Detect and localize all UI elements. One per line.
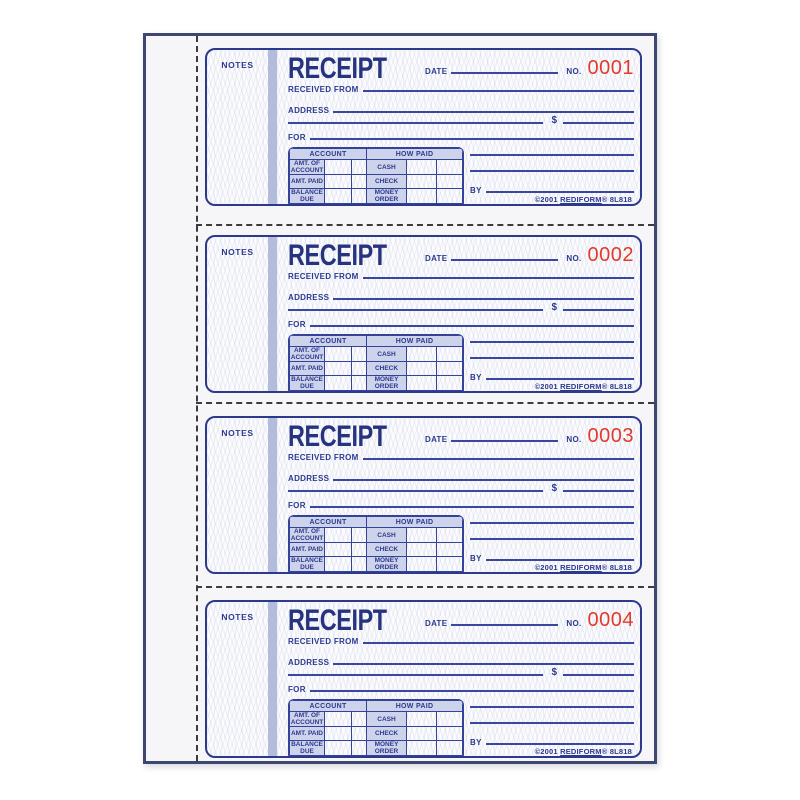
table-row — [290, 741, 463, 756]
form-number: 8L818 — [609, 195, 632, 204]
amount-row — [288, 300, 634, 313]
dollar-sign: $ — [551, 483, 558, 494]
no-label: NO. — [566, 67, 582, 76]
table-blank-cell — [325, 189, 352, 204]
for-row — [288, 681, 634, 694]
received-from-fill-line — [363, 642, 634, 644]
table-blank-cell — [407, 712, 437, 727]
received-from-fill-line — [363, 90, 634, 92]
money-order-label: MONEY ORDER — [367, 189, 407, 204]
amt-paid-label: AMT. PAID — [290, 362, 325, 376]
table-blank-cell — [325, 712, 352, 727]
receipt-card — [205, 235, 642, 393]
for-fill-line — [310, 690, 634, 692]
no-label: NO. — [566, 435, 582, 444]
registered-mark-icon: ® — [601, 195, 608, 204]
receipt-number: 0004 — [587, 609, 634, 631]
table-row — [290, 189, 463, 204]
table-blank-cell — [437, 557, 463, 572]
by-label: BY — [470, 738, 482, 747]
account-header: ACCOUNT — [290, 701, 367, 712]
notes-column — [207, 50, 268, 204]
date-label: DATE — [425, 435, 448, 444]
table-row — [290, 712, 463, 727]
amt-of-account-label: AMT. OF ACCOUNT — [290, 528, 324, 543]
registered-mark-icon: ® — [601, 382, 608, 391]
received-from-label: RECEIVED FROM — [288, 85, 359, 94]
how-paid-header: HOW PAID — [367, 701, 463, 712]
for-row — [288, 129, 634, 142]
account-header: ACCOUNT — [290, 336, 367, 347]
table-row — [290, 528, 463, 543]
received-from-fill-line — [363, 277, 634, 279]
date-fill-line — [451, 72, 558, 74]
payment-table-header-row — [290, 517, 463, 528]
notes-label: NOTES — [221, 612, 254, 622]
table-row — [290, 727, 463, 741]
perforation-line-horizontal — [196, 224, 654, 226]
copyright-year: ©2001 — [534, 382, 558, 391]
date-label: DATE — [425, 619, 448, 628]
table-blank-cell — [325, 160, 352, 175]
check-label: CHECK — [367, 543, 407, 557]
table-blank-cell — [437, 528, 463, 543]
table-blank-cell — [437, 160, 463, 175]
by-row — [470, 734, 634, 747]
by-fill-line — [486, 559, 634, 561]
table-blank-cell — [407, 347, 437, 362]
receipt-number: 0002 — [587, 244, 634, 266]
address-label: ADDRESS — [288, 474, 330, 483]
amount-row — [288, 481, 634, 494]
receipt-number: 0003 — [587, 425, 634, 447]
table-blank-cell — [437, 741, 463, 756]
received-from-label: RECEIVED FROM — [288, 637, 359, 646]
check-label: CHECK — [367, 362, 407, 376]
for-fill-line — [310, 325, 634, 327]
how-paid-header: HOW PAID — [367, 517, 463, 528]
table-blank-cell — [407, 741, 437, 756]
table-blank-cell — [352, 557, 367, 572]
payment-table-header-row — [290, 149, 463, 160]
address-continuation-line — [288, 309, 543, 311]
amt-paid-label: AMT. PAID — [290, 727, 325, 741]
payment-table-header-row — [290, 701, 463, 712]
table-blank-cell — [407, 189, 437, 204]
for-row — [288, 316, 634, 329]
received-from-label: RECEIVED FROM — [288, 453, 359, 462]
date-fill-line — [451, 259, 558, 261]
brand-logo: REDIFORM — [560, 195, 602, 204]
received-from-row — [288, 268, 634, 281]
amount-fill-line — [563, 122, 634, 124]
registered-mark-icon: ® — [601, 563, 608, 572]
notes-column — [207, 418, 268, 572]
received-from-row — [288, 633, 634, 646]
table-blank-cell — [437, 712, 463, 727]
receipt-card — [205, 48, 642, 206]
money-order-label: MONEY ORDER — [367, 557, 407, 572]
received-from-label: RECEIVED FROM — [288, 272, 359, 281]
memo-line — [470, 722, 634, 724]
dollar-sign: $ — [551, 667, 558, 678]
receipt-card — [205, 416, 642, 574]
table-blank-cell — [325, 347, 352, 362]
table-blank-cell — [352, 160, 367, 175]
table-blank-cell — [407, 528, 437, 543]
balance-due-label: BALANCE DUE — [291, 189, 323, 204]
received-from-row — [288, 81, 634, 94]
cash-label: CASH — [367, 347, 407, 362]
table-blank-cell — [325, 727, 352, 741]
balance-due-label: BALANCE DUE — [291, 376, 323, 391]
table-blank-cell — [352, 528, 367, 543]
amt-paid-label: AMT. PAID — [290, 543, 325, 557]
table-blank-cell — [325, 175, 352, 189]
payment-table — [288, 515, 464, 573]
table-blank-cell — [437, 189, 463, 204]
amt-of-account-label: AMT. OF ACCOUNT — [290, 160, 324, 175]
memo-line — [470, 154, 634, 156]
account-header: ACCOUNT — [290, 149, 367, 160]
receipt-number: 0001 — [587, 57, 634, 79]
perforation-line-vertical — [196, 36, 198, 761]
table-blank-cell — [352, 347, 367, 362]
amount-fill-line — [563, 490, 634, 492]
dollar-sign: $ — [551, 302, 558, 313]
table-blank-cell — [407, 557, 437, 572]
notes-label: NOTES — [221, 247, 254, 257]
date-number-row — [425, 244, 634, 266]
date-fill-line — [451, 624, 558, 626]
by-label: BY — [470, 554, 482, 563]
for-label: FOR — [288, 685, 306, 694]
balance-due-label: BALANCE DUE — [291, 741, 323, 756]
check-label: CHECK — [367, 175, 407, 189]
payment-table — [288, 699, 464, 757]
by-label: BY — [470, 186, 482, 195]
memo-line — [470, 357, 634, 359]
money-order-label: MONEY ORDER — [367, 376, 407, 391]
form-number: 8L818 — [609, 563, 632, 572]
table-row — [290, 376, 463, 391]
table-blank-cell — [352, 543, 367, 557]
table-row — [290, 543, 463, 557]
brand-logo: REDIFORM — [560, 747, 602, 756]
amount-fill-line — [563, 674, 634, 676]
form-number: 8L818 — [609, 747, 632, 756]
copyright-year: ©2001 — [534, 195, 558, 204]
table-blank-cell — [407, 543, 437, 557]
perforation-line-horizontal — [196, 586, 654, 588]
address-label: ADDRESS — [288, 293, 330, 302]
table-blank-cell — [407, 175, 437, 189]
dollar-sign: $ — [551, 115, 558, 126]
check-label: CHECK — [367, 727, 407, 741]
amount-row — [288, 665, 634, 678]
address-label: ADDRESS — [288, 658, 330, 667]
copyright-year: ©2001 — [534, 747, 558, 756]
amount-fill-line — [563, 309, 634, 311]
date-number-row — [425, 425, 634, 447]
table-blank-cell — [352, 362, 367, 376]
table-blank-cell — [352, 741, 367, 756]
memo-line — [470, 706, 634, 708]
notes-divider-band — [268, 602, 277, 756]
table-blank-cell — [407, 160, 437, 175]
amt-paid-label: AMT. PAID — [290, 175, 325, 189]
amount-row — [288, 113, 634, 126]
table-blank-cell — [325, 543, 352, 557]
copyright-year: ©2001 — [534, 563, 558, 572]
amt-of-account-label: AMT. OF ACCOUNT — [290, 712, 324, 727]
for-label: FOR — [288, 320, 306, 329]
table-row — [290, 175, 463, 189]
notes-label: NOTES — [221, 60, 254, 70]
copyright-line — [535, 563, 632, 572]
table-blank-cell — [437, 543, 463, 557]
by-row — [470, 182, 634, 195]
table-blank-cell — [407, 376, 437, 391]
copyright-line — [535, 195, 632, 204]
for-label: FOR — [288, 501, 306, 510]
form-number: 8L818 — [609, 382, 632, 391]
table-blank-cell — [437, 727, 463, 741]
table-blank-cell — [352, 175, 367, 189]
payment-table-header-row — [290, 336, 463, 347]
receipt-card — [205, 600, 642, 758]
for-fill-line — [310, 506, 634, 508]
by-row — [470, 550, 634, 563]
how-paid-header: HOW PAID — [367, 336, 463, 347]
notes-divider-band — [268, 418, 277, 572]
by-row — [470, 369, 634, 382]
memo-line — [470, 170, 634, 172]
table-blank-cell — [352, 727, 367, 741]
date-label: DATE — [425, 254, 448, 263]
table-blank-cell — [407, 362, 437, 376]
brand-logo: REDIFORM — [560, 382, 602, 391]
registered-mark-icon: ® — [601, 747, 608, 756]
table-row — [290, 557, 463, 572]
by-fill-line — [486, 378, 634, 380]
cash-label: CASH — [367, 160, 407, 175]
table-blank-cell — [325, 362, 352, 376]
table-blank-cell — [325, 557, 352, 572]
table-row — [290, 362, 463, 376]
receipt-title: RECEIPT — [288, 420, 387, 453]
receipt-title: RECEIPT — [288, 604, 387, 637]
table-blank-cell — [437, 376, 463, 391]
receipt-book-sheet — [143, 33, 657, 764]
received-from-row — [288, 449, 634, 462]
address-continuation-line — [288, 674, 543, 676]
date-label: DATE — [425, 67, 448, 76]
memo-line — [470, 538, 634, 540]
table-blank-cell — [325, 376, 352, 391]
notes-divider-band — [268, 50, 277, 204]
notes-label: NOTES — [221, 428, 254, 438]
notes-column — [207, 602, 268, 756]
brand-logo: REDIFORM — [560, 563, 602, 572]
for-row — [288, 497, 634, 510]
table-blank-cell — [352, 376, 367, 391]
notes-column — [207, 237, 268, 391]
table-blank-cell — [325, 741, 352, 756]
by-label: BY — [470, 373, 482, 382]
copyright-line — [535, 747, 632, 756]
table-row — [290, 160, 463, 175]
address-label: ADDRESS — [288, 106, 330, 115]
date-fill-line — [451, 440, 558, 442]
table-blank-cell — [325, 528, 352, 543]
by-fill-line — [486, 743, 634, 745]
cash-label: CASH — [367, 712, 407, 727]
for-fill-line — [310, 138, 634, 140]
how-paid-header: HOW PAID — [367, 149, 463, 160]
for-label: FOR — [288, 133, 306, 142]
address-continuation-line — [288, 122, 543, 124]
no-label: NO. — [566, 619, 582, 628]
account-header: ACCOUNT — [290, 517, 367, 528]
copyright-line — [535, 382, 632, 391]
receipt-title: RECEIPT — [288, 52, 387, 85]
table-blank-cell — [352, 189, 367, 204]
memo-line — [470, 341, 634, 343]
payment-table — [288, 334, 464, 392]
date-number-row — [425, 57, 634, 79]
cash-label: CASH — [367, 528, 407, 543]
receipt-title: RECEIPT — [288, 239, 387, 272]
table-row — [290, 347, 463, 362]
table-blank-cell — [437, 175, 463, 189]
perforation-line-horizontal — [196, 402, 654, 404]
table-blank-cell — [407, 727, 437, 741]
notes-divider-band — [268, 237, 277, 391]
payment-table — [288, 147, 464, 205]
date-number-row — [425, 609, 634, 631]
by-fill-line — [486, 191, 634, 193]
memo-line — [470, 522, 634, 524]
money-order-label: MONEY ORDER — [367, 741, 407, 756]
amt-of-account-label: AMT. OF ACCOUNT — [290, 347, 324, 362]
table-blank-cell — [352, 712, 367, 727]
received-from-fill-line — [363, 458, 634, 460]
table-blank-cell — [437, 347, 463, 362]
no-label: NO. — [566, 254, 582, 263]
balance-due-label: BALANCE DUE — [291, 557, 323, 572]
address-continuation-line — [288, 490, 543, 492]
table-blank-cell — [437, 362, 463, 376]
